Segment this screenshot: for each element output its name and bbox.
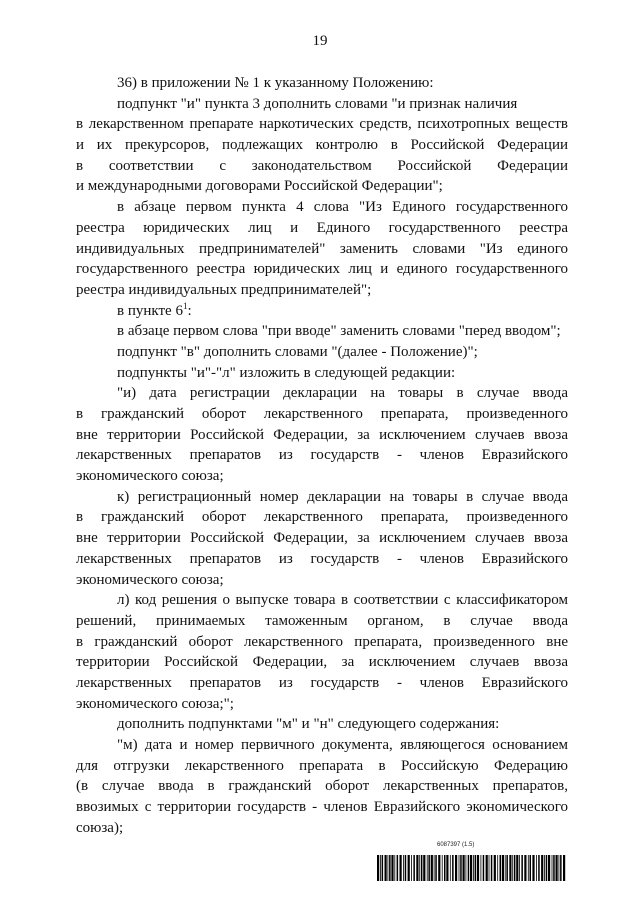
text-line: экономического союза; (76, 571, 224, 588)
text-line: реестра юридических лиц и Единого государственного реестра (76, 219, 568, 236)
text-line: к) регистрационный номер декларации на товары в случае ввода (117, 488, 568, 505)
text-line: л) код решения о выпуске товара в соответствии с классификатором (117, 592, 568, 609)
text-line: подпункт "и" пункта 3 дополнить словами "и признак наличия (117, 95, 518, 112)
text-line: в абзаце первом пункта 4 слова "Из Единого государственного (117, 199, 568, 216)
text-line: в гражданский оборот лекарственного препарата, произведенного вне (76, 633, 568, 650)
text-line: экономического союза;"; (76, 695, 234, 712)
text-line: вне территории Российской Федерации, за исключением случаев ввоза (76, 426, 568, 443)
text-line: союза); (76, 819, 124, 836)
text-line: в гражданский оборот лекарственного препарата, произведенного (76, 509, 568, 526)
text-line: экономического союза; (76, 468, 224, 485)
line-suffix: : (187, 302, 192, 319)
text-line: 36) в приложении № 1 к указанному Положению: (117, 75, 434, 91)
text-line: решений, принимаемых таможенным органом, в случае ввода (76, 612, 568, 629)
text-line: лекарственных препаратов из государств - членов Евразийского (76, 447, 568, 464)
text-line: лекарственных препаратов из государств - членов Евразийского (76, 674, 568, 691)
text-line: территории Российской Федерации, за исключением случаев ввоза (76, 654, 568, 671)
text-line: индивидуальных предпринимателей" заменить словами "Из единого (76, 240, 568, 257)
text-line: в соответствии с законодательством Российской Федерации (76, 157, 568, 174)
text-line: в гражданский оборот лекарственного препарата, произведенного (76, 406, 568, 422)
text-line: (в случае ввода в гражданский оборот лекарственных препаратов, (76, 778, 568, 795)
text-line: и международными договорами Российской Федерации"; (76, 178, 443, 195)
text-line: вне территории Российской Федерации, за исключением случаев ввоза (76, 530, 568, 547)
line-text: в пункте 6 (117, 302, 183, 319)
document-body (76, 73, 568, 838)
text-line: "и) дата регистрации декларации на товары в случае ввода (117, 385, 568, 402)
text-line: для отгрузки лекарственного препарата в Российскую Федерацию (76, 757, 568, 774)
text-line (76, 301, 568, 322)
superscript: 1 (182, 300, 188, 311)
text-line: подпункты "и"-"л" изложить в следующей редакции: (117, 364, 456, 381)
text-line: дополнить подпунктами "м" и "н" следующего содержания: (117, 716, 500, 733)
text-line: государственного реестра юридических лиц и единого государственного (76, 261, 568, 278)
document-stamp: 6087397 (1.5) (437, 842, 475, 848)
text-line: "м) дата и номер первичного документа, являющегося основанием (117, 737, 568, 753)
text-line: ввозимых с территории государств - членов Евразийского экономического (76, 799, 568, 816)
barcode (377, 855, 567, 881)
text-line: подпункт "в" дополнить словами "(далее - Положение)"; (117, 343, 478, 360)
text-line: реестра индивидуальных предпринимателей"; (76, 281, 372, 298)
page-number: 19 (312, 33, 328, 49)
text-line: в лекарственном препарате наркотических средств, психотропных веществ (76, 116, 568, 133)
text-line: и их прекурсоров, подлежащих контролю в Российской Федерации (76, 137, 568, 154)
text-line: лекарственных препаратов из государств - членов Евразийского (76, 550, 568, 567)
text-line: в абзаце первом слова "при вводе" заменить словами "перед вводом"; (117, 323, 561, 340)
